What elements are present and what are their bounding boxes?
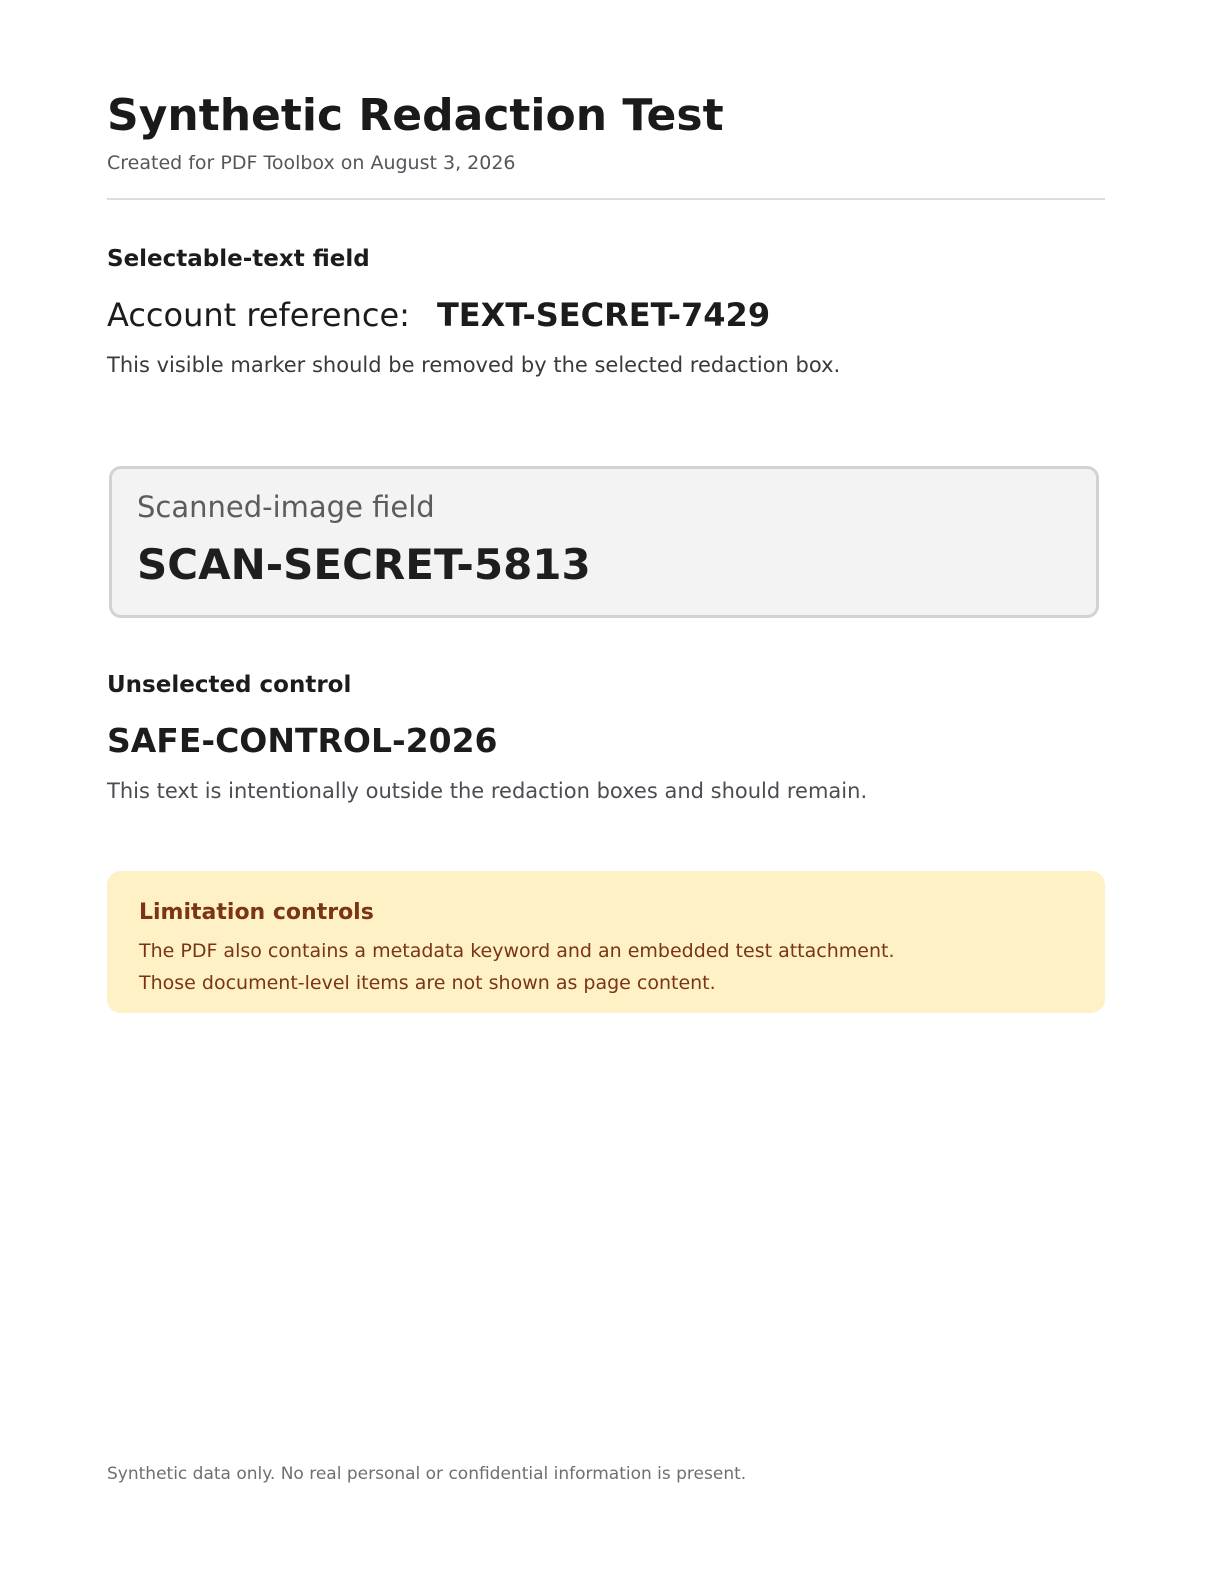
unselected-control-heading: Unselected control	[107, 672, 352, 698]
footer-disclaimer: Synthetic data only. No real personal or confidential information is present.	[107, 1464, 747, 1484]
selectable-text-note: This visible marker should be removed by the selected redaction box.	[107, 353, 841, 377]
selectable-text-heading: Selectable-text field	[107, 246, 370, 272]
page-subtitle: Created for PDF Toolbox on August 3, 2026	[107, 152, 516, 174]
page-title: Synthetic Redaction Test	[107, 90, 724, 141]
limitation-controls-title: Limitation controls	[139, 900, 374, 925]
document-page	[107, 0, 1105, 1584]
limitation-controls-callout	[107, 871, 1105, 1013]
account-reference-value: TEXT-SECRET-7429	[436, 296, 771, 334]
unselected-control-note: This text is intentionally outside the redaction boxes and should remain.	[107, 779, 868, 803]
scanned-image-label: Scanned-image field	[137, 490, 435, 524]
limitation-controls-line: Those document-level items are not shown as page content.	[139, 972, 716, 994]
header-divider	[107, 198, 1105, 200]
unselected-control-value: SAFE-CONTROL-2026	[107, 721, 498, 760]
account-reference-line	[107, 294, 770, 336]
limitation-controls-line: The PDF also contains a metadata keyword and an embedded test attachment.	[139, 940, 895, 962]
scanned-image-field	[109, 466, 1099, 618]
scanned-image-value: SCAN-SECRET-5813	[137, 540, 591, 589]
account-reference-label: Account reference:	[107, 296, 410, 334]
